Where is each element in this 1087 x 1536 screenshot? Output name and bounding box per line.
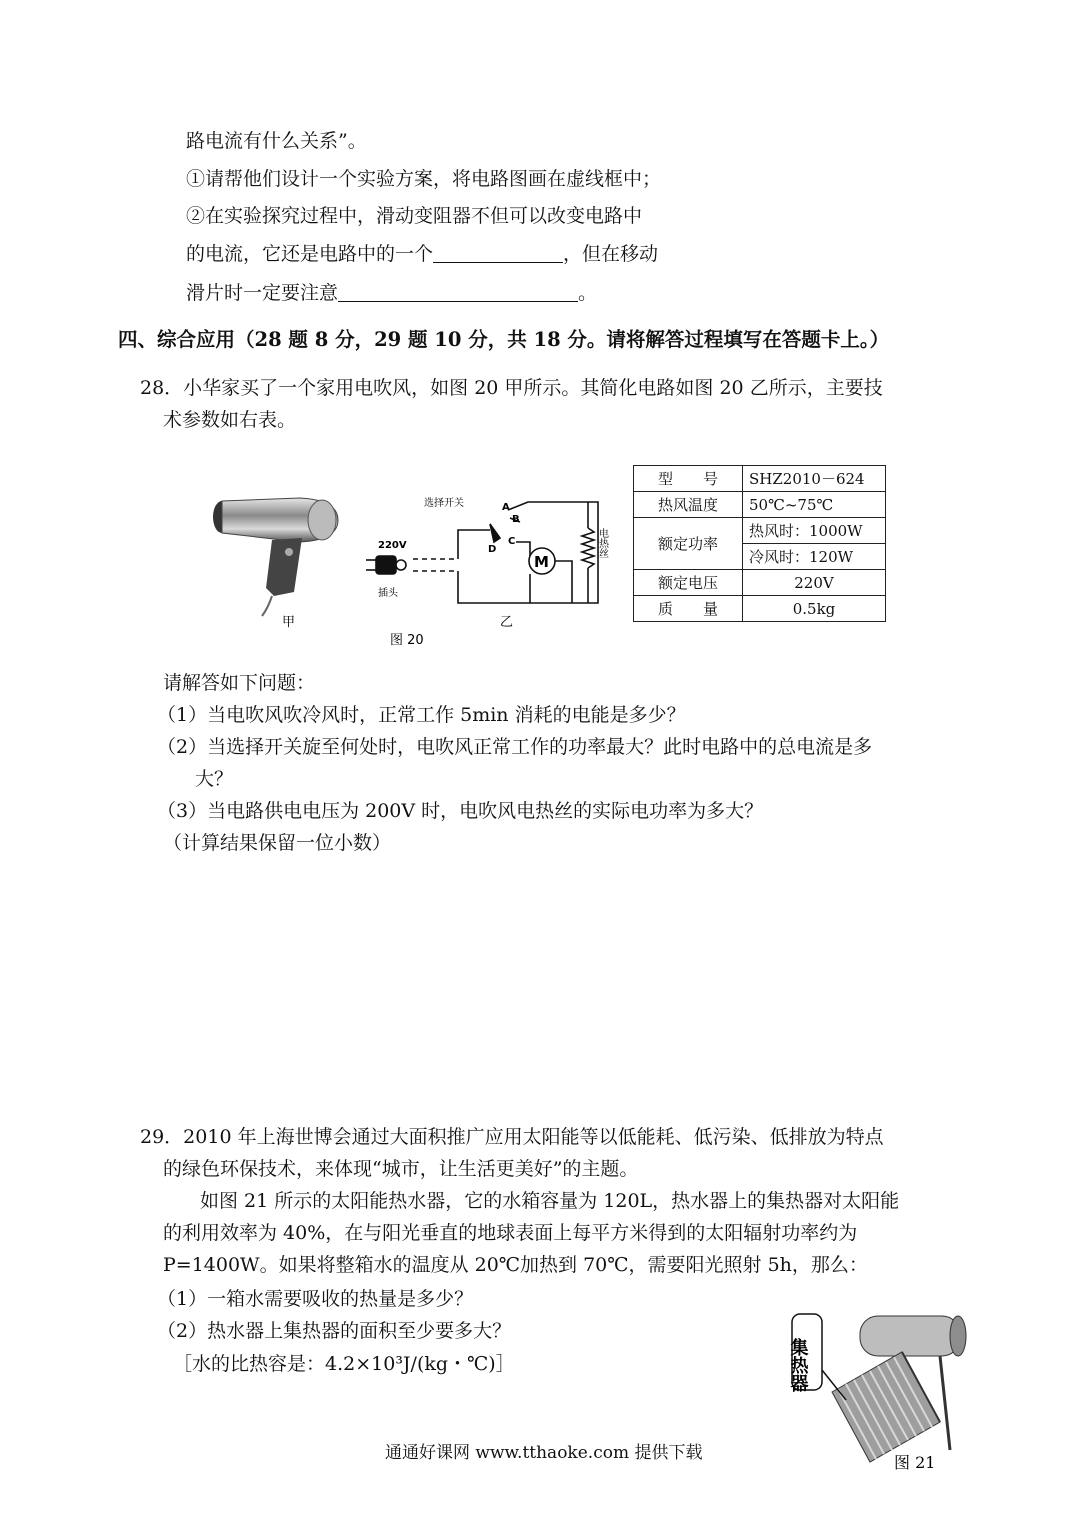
collector-label: 集热器: [787, 1338, 809, 1392]
hair-dryer-image: [213, 498, 338, 616]
text-line: 请解答如下问题：: [163, 672, 316, 694]
plug-label: 插头: [378, 588, 398, 599]
figure-20: [200, 480, 620, 655]
table-row: [634, 466, 886, 492]
contact-c: C: [508, 536, 516, 547]
table-row: [634, 570, 886, 596]
answer-blank[interactable]: [338, 281, 578, 302]
switch-label: 选择开关: [424, 498, 464, 509]
text-segment: 。: [578, 282, 598, 304]
table-value: 50℃~75℃: [743, 492, 886, 518]
text-line: ②在实验探究过程中，滑动变阻器不但可以改变电路中: [186, 205, 643, 227]
section-heading: 四、综合应用（28 题 8 分，29 题 10 分，共 18 分。请将解答过程填写在答题卡上。）: [118, 328, 890, 351]
text-line: [186, 280, 597, 306]
text-line: ［水的比热容是：4.2×10³J/(kg・℃)］: [173, 1353, 515, 1375]
question-28: 28．小华家买了一个家用电吹风，如图 20 甲所示。其简化电路如图 20 乙所示，主要技: [140, 377, 883, 399]
figure-20-caption: 图 20: [390, 633, 424, 648]
text-line: 的利用效率为 40%，在与阳光垂直的地球表面上每平方米得到的太阳辐射功率约为: [163, 1222, 858, 1244]
text-line: 路电流有什么关系”。: [186, 130, 367, 152]
table-row: [634, 596, 886, 622]
table-value: 0.5kg: [743, 596, 886, 622]
contact-a: A: [502, 502, 510, 513]
contact-b: B: [512, 514, 520, 525]
text-line: 术参数如右表。: [163, 409, 297, 431]
table-key: 热风温度: [634, 492, 743, 518]
table-row: [634, 492, 886, 518]
text-segment: 滑片时一定要注意: [186, 282, 339, 304]
table-key: 型 号: [634, 466, 743, 492]
text-line: 大？: [195, 768, 234, 790]
text-line: 的绿色环保技术，来体现“城市，让生活更美好”的主题。: [163, 1158, 639, 1180]
solar-heater-image: [792, 1314, 966, 1462]
table-key: 额定电压: [634, 570, 743, 596]
text-line: P=1400W。如果将整箱水的温度从 20℃加热到 70℃，需要阳光照射 5h，那么：: [163, 1254, 868, 1276]
text-line: 如图 21 所示的太阳能热水器，它的水箱容量为 120L，热水器上的集热器对太阳能: [200, 1190, 900, 1212]
table-key: 额定功率: [634, 518, 743, 570]
heater-label: 电热丝: [596, 528, 608, 558]
figure-caption-jia: 甲: [282, 615, 296, 630]
contact-d: D: [488, 544, 497, 555]
text-line: （计算结果保留一位小数）: [163, 832, 392, 854]
sub-question: （2）热水器上集热器的面积至少要多大？: [157, 1320, 512, 1342]
sub-question: （1）当电吹风吹冷风时，正常工作 5min 消耗的电能是多少？: [157, 704, 686, 726]
figure-21-caption: 图 21: [894, 1453, 936, 1472]
spec-table: [633, 465, 886, 622]
table-key: 质 量: [634, 596, 743, 622]
answer-blank[interactable]: [433, 242, 563, 263]
table-value: 热风时：1000W: [743, 518, 886, 544]
figure-caption-yi: 乙: [500, 615, 514, 630]
table-value: 冷风时：120W: [743, 544, 886, 570]
sub-question: （1）一箱水需要吸收的热量是多少？: [157, 1288, 474, 1310]
text-segment: ，但在移动: [563, 243, 659, 265]
question-29: 29．2010 年上海世博会通过大面积推广应用太阳能等以低能耗、低污染、低排放为特点: [140, 1126, 884, 1148]
motor-label: M: [534, 553, 549, 571]
table-value: SHZ2010－624: [743, 466, 886, 492]
circuit-diagram: [366, 502, 598, 603]
text-segment: 的电流，它还是电路中的一个: [186, 243, 434, 265]
table-value: 220V: [743, 570, 886, 596]
voltage-label: 220V: [378, 540, 407, 551]
figure-21: [787, 1300, 970, 1480]
text-line: [186, 241, 658, 267]
footer: 通通好课网 www.tthaoke.com 提供下载: [385, 1443, 703, 1463]
table-row: [634, 518, 886, 544]
sub-question: （3）当电路供电电压为 200V 时，电吹风电热丝的实际电功率为多大？: [157, 800, 764, 822]
text-line: ①请帮他们设计一个实验方案，将电路图画在虚线框中；: [186, 168, 662, 190]
sub-question: （2）当选择开关旋至何处时，电吹风正常工作的功率最大？此时电路中的总电流是多: [157, 736, 873, 758]
